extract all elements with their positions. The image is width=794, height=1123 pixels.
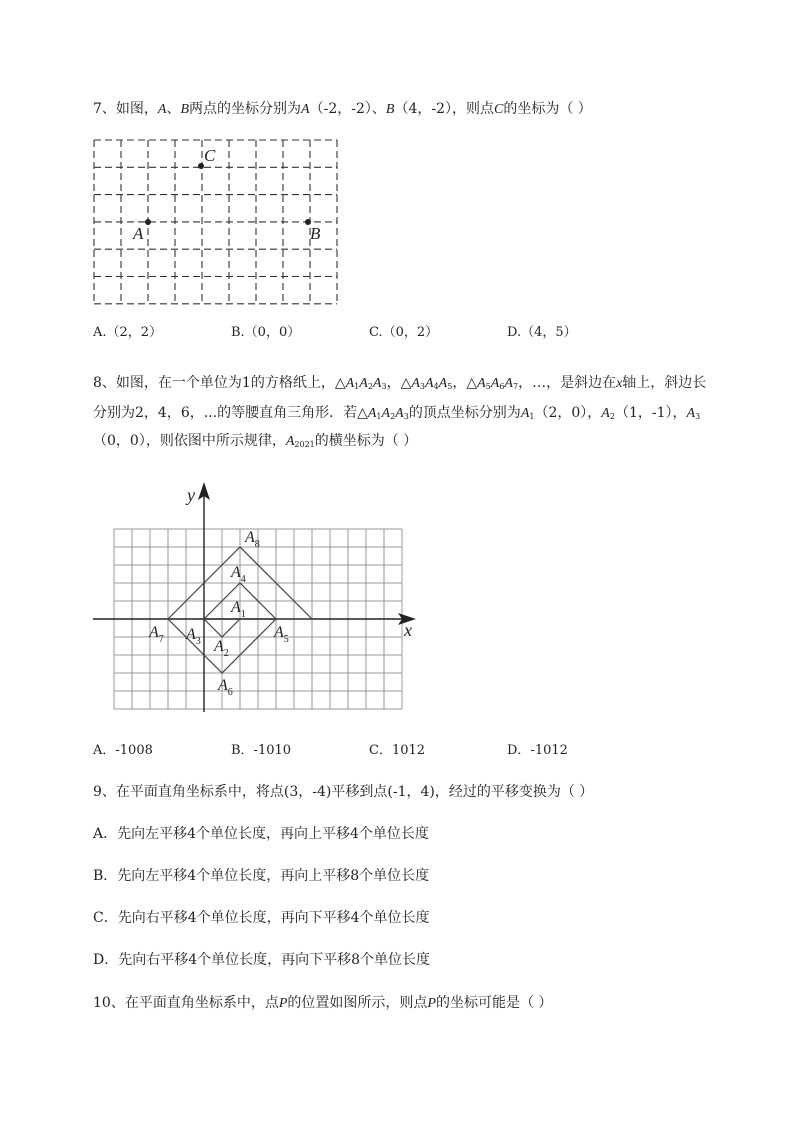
q9-option-d[interactable]: D．先向右平移4个单位长度，再向下平移8个单位长度 [93, 952, 431, 968]
label-a5: $A_5$ [274, 624, 289, 645]
label-a3: $A_3$ [186, 626, 201, 647]
q9-option-c[interactable]: C．先向右平移4个单位长度，再向下平移4个单位长度 [93, 910, 430, 926]
q7-option-a[interactable]: A.（2，2） [93, 325, 163, 340]
q7-stem: 7、如图，A、B两点的坐标分别为A（-2，-2）、B（4，-2），则点C的坐标为（ ） [93, 101, 592, 117]
q9-option-b[interactable]: B．先向左平移4个单位长度，再向上平移8个单位长度 [93, 868, 430, 884]
q8-stem-line3: （0，0），则依图中所示规律，$A_{2021}$的横坐标为（ ） [93, 433, 418, 449]
q7-option-d[interactable]: D.（4，5） [507, 325, 577, 340]
q8-coordinate-figure [90, 480, 420, 720]
q10-stem: 10、在平面直角坐标系中，点P的位置如图所示，则点P的坐标可能是（ ） [93, 995, 553, 1011]
q9-stem: 9、在平面直角坐标系中，将点(3，-4)平移到点(-1，4)，经过的平移变换为（ ） [93, 784, 594, 800]
q8-option-b[interactable]: B．-1010 [231, 743, 292, 758]
q7-option-b[interactable]: B.（0，0） [231, 325, 301, 340]
label-c: C [204, 146, 216, 165]
label-a6: $A_6$ [218, 677, 233, 698]
q7-option-c[interactable]: C.（0，2） [369, 325, 439, 340]
y-axis-label: y [187, 485, 195, 505]
label-b: B [310, 224, 321, 243]
label-a7: $A_7$ [149, 624, 164, 645]
label-a1: $A_1$ [231, 599, 246, 620]
q8-option-c[interactable]: C．1012 [369, 743, 426, 758]
q7-grid-figure [88, 135, 348, 315]
label-a8: $A_8$ [245, 529, 260, 550]
q8-option-d[interactable]: D．-1012 [507, 743, 568, 758]
label-a: A [133, 224, 144, 243]
label-a4: $A_4$ [231, 564, 246, 585]
q8-stem-line1: 8、如图，在一个单位为1的方格纸上，$\triangle A_1A_2A_3$，$\triangle A_3A_4A_5$，$\triangle A_5A_6A_7$，…，是斜边在x轴上，斜边长 [93, 375, 707, 391]
q9-option-a[interactable]: A．先向左平移4个单位长度，再向上平移4个单位长度 [93, 826, 429, 842]
x-axis-label: x [404, 620, 412, 640]
q8-stem-line2: 分别为2，4，6，...的等腰直角三角形．若$\triangle A_1A_2A_3$的顶点坐标分别为$A_1(2$，0），$A_2(1$，-1），$A_3$ [93, 405, 701, 421]
label-a2: $A_2$ [214, 638, 229, 659]
point-a [145, 219, 151, 225]
q8-option-a[interactable]: A．-1008 [93, 743, 153, 758]
